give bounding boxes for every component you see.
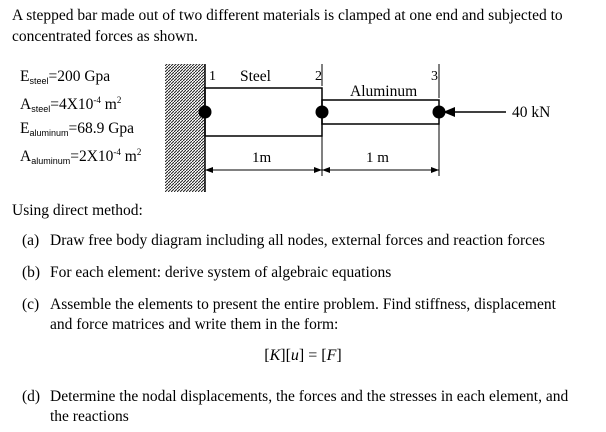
fixed-wall-support [165,64,205,192]
method-heading: Using direct method: [12,202,143,219]
task-item [22,387,582,427]
task-text: For each element: derive system of algebraic equations [50,264,392,281]
node-dot-1 [199,106,212,119]
unit-exponent: 2 [116,95,122,105]
task-label: (a) [22,232,40,249]
task-item [22,295,582,335]
aluminum-label: Aluminum [350,83,418,100]
symbol: A [20,148,32,165]
task-label: (c) [22,296,40,313]
unit-exponent: 2 [136,147,142,157]
node-label-1: 1 [209,69,216,84]
steel-segment [205,88,322,136]
symbol: E [20,68,30,85]
task-item [22,263,582,283]
force-arrow-head [443,107,455,117]
task-text: Draw free body diagram including all nodes, external forces and reaction forces [50,232,545,249]
force-symbol: F [326,347,337,364]
dim-arrow [205,167,213,173]
exponent: -4 [113,147,121,157]
value: =4X10 [50,96,94,113]
matrix-equation: [K][u] = [F] [264,347,342,364]
dim-arrow [314,167,322,173]
value: =200 Gpa [48,68,111,85]
node-dot-2 [316,106,329,119]
displacement-symbol: u [290,347,299,364]
node-label-2: 2 [315,69,322,84]
symbol: E [20,120,30,137]
exponent: -4 [93,95,101,105]
force-label: 40 kN [512,104,551,121]
task-item [22,231,582,251]
dim-arrow [431,167,439,173]
dim-arrow [322,167,330,173]
value: =2X10 [70,148,114,165]
stepped-bar-figure [0,0,606,200]
steel-label: Steel [240,68,271,85]
steel-length: 1m [252,150,272,166]
unit: m [120,148,137,165]
value: =68.9 Gpa [68,120,135,137]
problem-statement: A stepped bar made out of two different materials is clamped at one end and subjected to concentrated forces as shown. [12,7,563,45]
task-label: (d) [22,388,41,405]
stiffness-symbol: K [269,347,281,364]
task-text: Determine the nodal displacements, the forces and the stresses in each element, and the reactions [50,388,569,425]
task-label: (b) [22,264,41,281]
subscript: steel [31,104,51,114]
subscript: aluminum [29,128,69,138]
subscript: aluminum [31,156,71,166]
aluminum-length: 1 m [366,150,389,166]
symbol: A [20,96,32,113]
task-text: Assemble the elements to present the entire problem. Find stiffness, displacement and force matrices and write them in the form: [50,296,556,333]
subscript: steel [29,76,49,86]
node-label-3: 3 [431,69,438,84]
aluminum-segment [322,100,439,124]
unit: m [100,96,117,113]
